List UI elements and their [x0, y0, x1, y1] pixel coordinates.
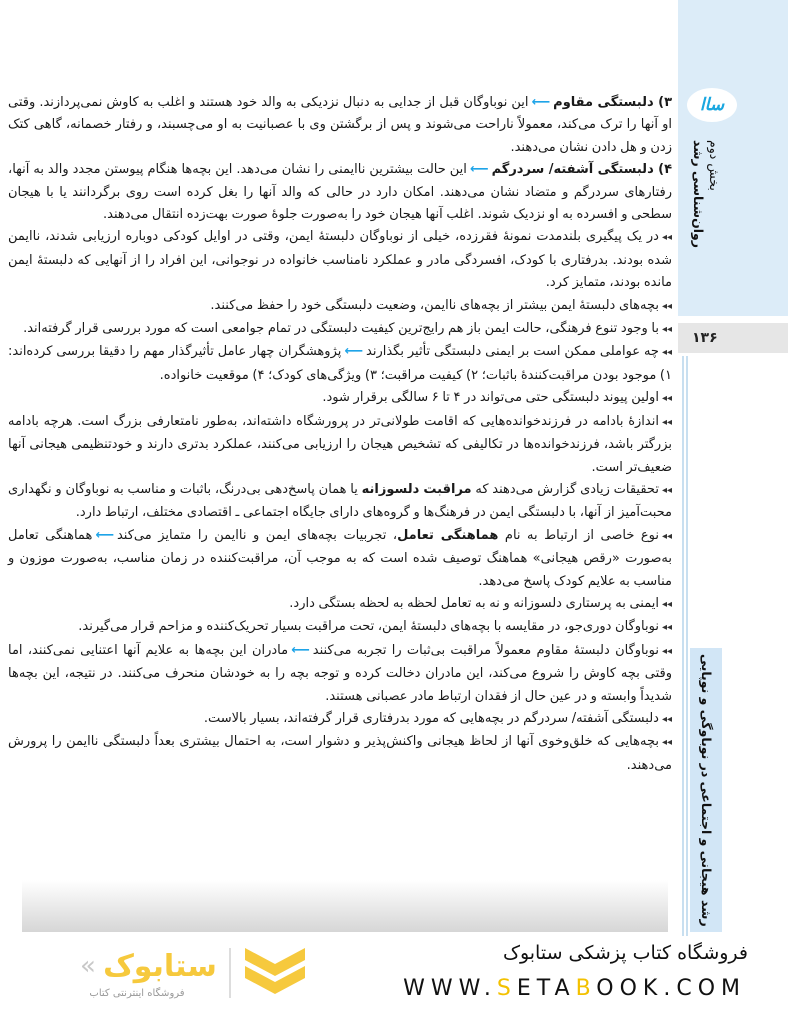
part-number: بخش دوم — [707, 140, 722, 191]
part-title: روان‌شناسی رشد — [691, 140, 706, 249]
arrow-icon: ⟵ — [531, 95, 551, 110]
paragraph-text: بچه‌هایی که خلق‌وخوی آنها از لحاظ هیجانی واکنش‌پذیر و دشوار است، به احتمال بیشتری بعداً دلبستگی ناایمن را پرورش می‌دهند. — [8, 734, 672, 773]
bullet-icon: ◂◂ — [661, 645, 673, 657]
footer — [0, 936, 788, 1012]
bullet-icon: ◂◂ — [661, 737, 672, 749]
bullet-paragraph — [8, 226, 672, 294]
bullet-paragraph — [8, 616, 672, 639]
bullet-icon: ◂◂ — [661, 232, 672, 244]
divider-line — [682, 356, 684, 936]
bullet-icon: ◂◂ — [661, 598, 672, 610]
store-url[interactable] — [403, 976, 746, 1001]
paragraph-text: اولین پیوند دلبستگی حتی می‌تواند در ۴ تا ۶ سالگی برقرار شود. — [322, 390, 659, 406]
paragraph-text: در یک پیگیری بلندمدت نمونهٔ فقرزده، خیلی از نوباوگان دلبستهٔ ایمن، وقتی در اوایل کودکی دوباره ارزیابی شدند، ناایمن شده بودند. بدرفتاری با کودک، افسردگی مادر و عملکرد نامناسب خانواده در نوجوانی، این افراد را از آنهایی که دلبستهٔ ایمن مانده بودند، متمایز کرد. — [8, 229, 672, 291]
numbered-paragraph — [8, 159, 672, 226]
paragraph-text: یا همان پاسخ‌دهی بی‌درنگ، باثبات و مناسب به نوباوگان و نگهداری محبت‌آمیز از آنها، با دلبستگی ایمن در فرهنگ‌ها و گروه‌های دارای جایگاه اجتماعی ـ اقتصادی مختلف، ارتباط دارد. — [8, 481, 672, 521]
page-body — [8, 92, 672, 777]
url-part: S — [496, 976, 517, 1001]
paragraph-text: نوع خاصی از ارتباط به نام — [498, 527, 659, 543]
paragraph-text: پژوهشگران چهار عامل تأثیرگذار مهم را دقیقا بررسی کرده‌اند: ۱) موجود بودن مراقبت‌کنندهٔ باثبات؛ ۲) کیفیت مراقبت؛ ۳) ویژگی‌های کودک؛ ۴) موقعیت خانواده. — [8, 344, 672, 383]
bullet-paragraph — [8, 411, 672, 479]
bullet-icon: ◂◂ — [661, 416, 672, 428]
paragraph-text: تحقیقات زیادی گزارش می‌دهند که — [471, 481, 659, 497]
bullet-icon: ◂◂ — [661, 393, 672, 405]
bullet-paragraph — [8, 593, 672, 616]
bullet-icon: ◂◂ — [661, 347, 672, 359]
paragraph-text: ایمنی به پرستاری دلسوزانه و نه به تعامل لحظه به لحظه بستگی دارد. — [289, 595, 659, 611]
bullet-icon: ◂◂ — [661, 484, 672, 496]
bold-term: هماهنگی تعامل — [397, 527, 499, 543]
bullet-paragraph — [8, 708, 672, 731]
arrow-icon: ⟵ — [291, 642, 310, 658]
paragraph-text: این حالت بیشترین ناایمنی را نشان می‌دهد. این بچه‌ها هنگام پیوستن مجدد والد به آنها، رفتارهای سردرگم و متضاد نشان می‌دهند. امکان دارد در حالی که والد آنها را بغل کرده است روی برگردانند یا با هیجان سطحی و افسرده به او نزدیک شوند. اغلب آنها هیجان خود را به‌صورت جلوهٔ صورت بهت‌زده انتقال می‌دهند. — [8, 162, 672, 223]
bullet-icon: ◂◂ — [661, 300, 672, 312]
bullet-paragraph — [8, 341, 672, 387]
url-part: B — [575, 976, 597, 1001]
bold-term: ۳) دلبستگی مقاوم — [553, 95, 672, 110]
section-logo-icon: ساا — [687, 88, 737, 122]
url-part: ETA — [516, 976, 576, 1001]
url-part: OOK.COM — [596, 976, 746, 1001]
bullet-paragraph — [8, 731, 672, 777]
paragraph-text: مادران این بچه‌ها به علایم آنها اعتنایی نمی‌کنند، اما وقتی بچه کاوش را شروع می‌کند، این مادران دخالت کرده و توجه بچه را به خودشان منحرف می‌کنند. در نتیجه، این بچه‌ها شدیداً وابسته و در عین حال از فقدان ارتباط مادر عصبانی هستند. — [8, 642, 672, 704]
paragraph-text: اندازهٔ بادامه در فرزندخوانده‌هایی که اقامت طولانی‌تر در پرورشگاه داشته‌اند، به‌طور نامتعارفی بزرگ است. هرچه بادامه بزرگتر باشد، فرزندخوانده‌ها در تکالیفی که تشخیص هیجان را ارزیابی می‌کنند، عملکرد بدتری دارند و خودتنظیمی هیجانی آنها ضعیف‌تر است. — [8, 413, 672, 475]
paragraph-text: نوباوگان دلبستهٔ مقاوم معمولاً مراقبت بی‌ثبات را تجربه می‌کنند — [312, 642, 659, 658]
arrow-icon: ⟵ — [344, 344, 363, 360]
bottom-fade — [22, 880, 668, 932]
paragraph-text: با وجود تنوع فرهنگی، حالت ایمن باز هم رایج‌ترین کیفیت دلبستگی در تمام جوامعی است که مورد بررسی قرار گرفته‌اند. — [23, 321, 659, 337]
arrow-icon: ⟵ — [95, 527, 114, 543]
bullet-icon: ◂◂ — [661, 622, 672, 634]
bullet-icon: ◂◂ — [661, 530, 673, 542]
bullet-icon: ◂◂ — [661, 713, 672, 725]
svg-text:ستابوک: ستابوک — [103, 949, 217, 984]
paragraph-text: هماهنگی تعامل به‌صورت «رقص هیجانی» هماهنگ توصیف شده است که به موجب آن، مراقبت‌کننده در زمان مناسب، به‌صورت موزون و مناسب به علایم کودک پاسخ می‌دهد. — [8, 527, 672, 589]
arrow-icon: ⟵ — [469, 162, 489, 178]
bullet-paragraph — [8, 479, 672, 525]
url-part: WWW. — [403, 976, 497, 1001]
bullet-paragraph — [8, 387, 672, 410]
chapter-tab — [690, 648, 722, 932]
paragraph-text: ، تجربیات بچه‌های ایمن و ناایمن را متمایز می‌کند — [116, 527, 398, 543]
paragraph-text: چه عواملی ممکن است بر ایمنی دلبستگی تأثیر بگذارند — [366, 344, 659, 360]
paragraph-text: دلبستگی آشفته/ سردرگم در بچه‌هایی که مورد بدرفتاری قرار گرفته‌اند، بسیار بالاست. — [203, 710, 659, 726]
numbered-paragraph — [8, 92, 672, 159]
store-name: فروشگاه کتاب پزشکی ستابوک — [502, 942, 748, 964]
bold-term: ۴) دلبستگی آشفته/ سردرگم — [491, 162, 672, 178]
bullet-paragraph — [8, 295, 672, 318]
paragraph-text: این نوباوگان قبل از جدایی به دنبال نزدیکی به والد خود هستند و اغلب به کاوش نمی‌پردازند. وقتی او آنها را ترک می‌کند، معمولاً ناراحت می‌شوند و پس از برگشتن وی با عصبانیت به او می‌چسبند، و رفتار خصمانه، گاهی کتک زدن و هل دادن نشان می‌دهند. — [8, 95, 672, 155]
paragraph-text: نوباوگان دوری‌جو، در مقایسه با بچه‌های دلبستهٔ ایمن، تحت مراقبت بسیار تحریک‌کننده و مزاحم قرار می‌گیرند. — [78, 619, 659, 635]
bullet-icon: ◂◂ — [661, 324, 672, 336]
logo-tagline: فروشگاه اینترنتی کتاب — [89, 988, 185, 999]
bullet-paragraph — [8, 525, 672, 593]
divider-line — [686, 356, 688, 936]
bold-term: مراقبت دلسوزانه — [361, 481, 472, 497]
svg-text:«: « — [80, 951, 96, 981]
paragraph-text: بچه‌های دلبستهٔ ایمن بیشتر از بچه‌های ناایمن، وضعیت دلبستگی خود را حفظ می‌کنند. — [210, 297, 659, 313]
part-label — [690, 140, 722, 248]
page-number: ۱۳۶ — [678, 323, 788, 353]
chapter-title: رشد هیجانی و اجتماعی در نوباوگی و نوپایی — [699, 653, 714, 927]
bullet-paragraph — [8, 640, 672, 708]
bullet-paragraph — [8, 318, 672, 341]
